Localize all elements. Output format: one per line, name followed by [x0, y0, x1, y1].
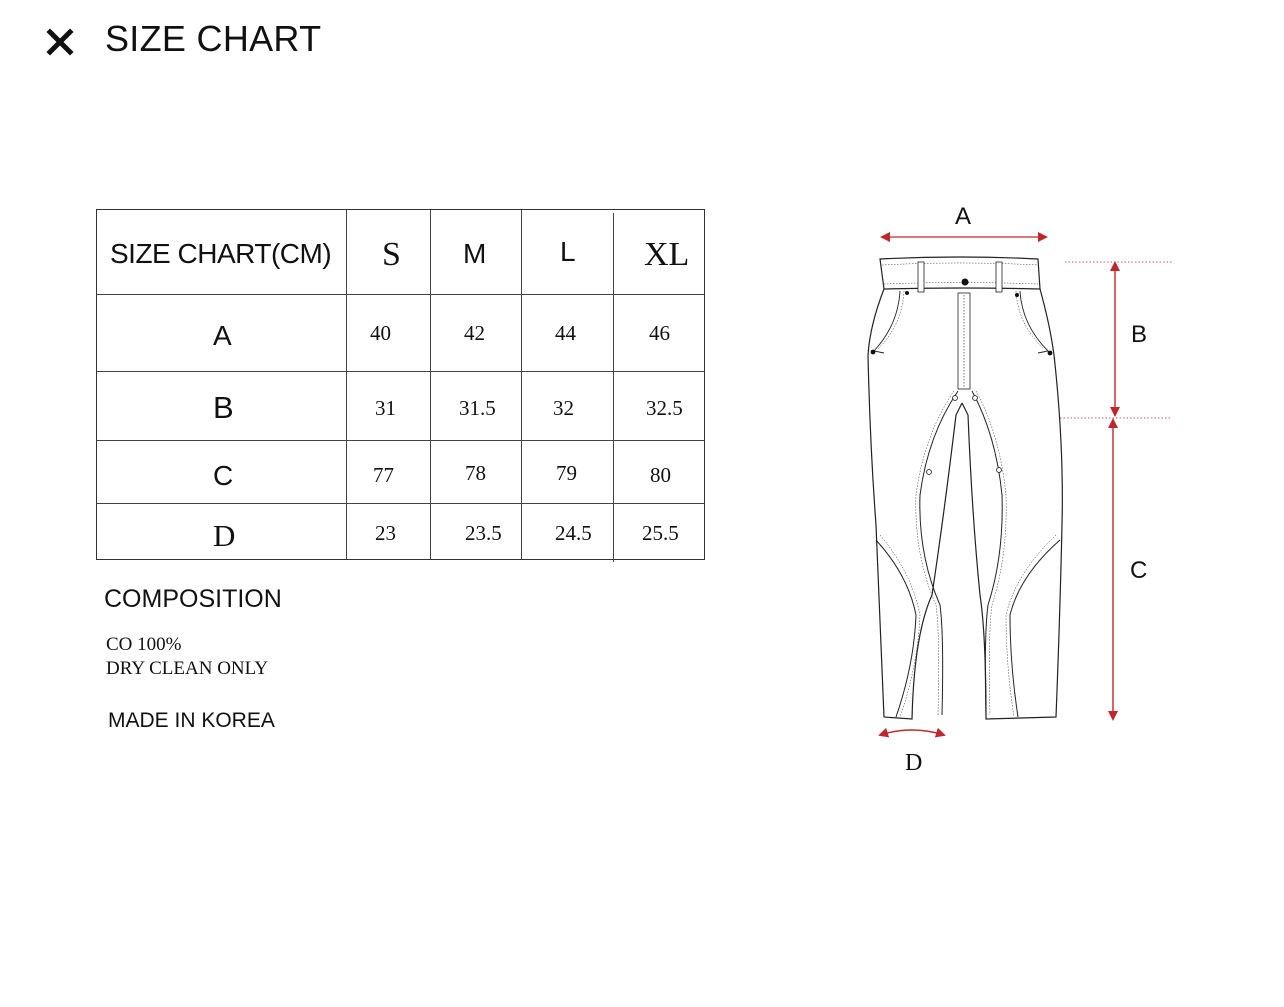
diagram-label-c: C: [1130, 557, 1148, 584]
composition-title: COMPOSITION: [104, 585, 282, 613]
size-header-s: S: [382, 236, 401, 273]
table-cell: 31.5: [459, 396, 496, 420]
table-cell: 78: [465, 461, 486, 485]
table-cell: 79: [556, 461, 577, 485]
composition-material: CO 100%: [106, 634, 182, 655]
size-header-m: M: [463, 238, 487, 269]
row-label-a: A: [213, 320, 232, 351]
table-cell: 44: [555, 321, 576, 345]
table-header-label: SIZE CHART(CM): [110, 238, 332, 269]
close-icon: [44, 24, 78, 58]
table-cell: 23: [375, 521, 396, 545]
row-label-d: D: [213, 518, 236, 553]
table-divider: [346, 210, 347, 559]
table-cell: 42: [464, 321, 485, 345]
pants-measurement-diagram: [860, 195, 1190, 795]
diagram-label-b: B: [1131, 321, 1148, 348]
table-cell: 40: [370, 321, 391, 345]
table-cell: 31: [375, 396, 396, 420]
size-header-xl: XL: [644, 236, 690, 273]
row-label-c: C: [213, 460, 234, 491]
country-of-origin: MADE IN KOREA: [108, 709, 275, 732]
size-table: [96, 209, 705, 560]
table-cell: 80: [650, 463, 671, 487]
page-title: SIZE CHART: [105, 18, 322, 59]
table-divider: [521, 210, 522, 559]
table-cell: 24.5: [555, 521, 592, 545]
table-cell: 25.5: [642, 521, 679, 545]
table-divider: [613, 213, 614, 562]
table-cell: 32: [553, 396, 574, 420]
diagram-label-a: A: [955, 203, 972, 230]
table-cell: 23.5: [465, 521, 502, 545]
table-cell: 46: [649, 321, 670, 345]
close-button[interactable]: [44, 24, 78, 58]
pants-illustration: [860, 195, 1190, 795]
size-header-l: L: [560, 236, 576, 267]
table-divider: [430, 210, 431, 559]
table-cell: 77: [373, 463, 394, 487]
diagram-label-d: D: [905, 750, 923, 776]
composition-care: DRY CLEAN ONLY: [106, 658, 269, 679]
row-label-b: B: [213, 390, 234, 425]
table-cell: 32.5: [646, 396, 683, 420]
